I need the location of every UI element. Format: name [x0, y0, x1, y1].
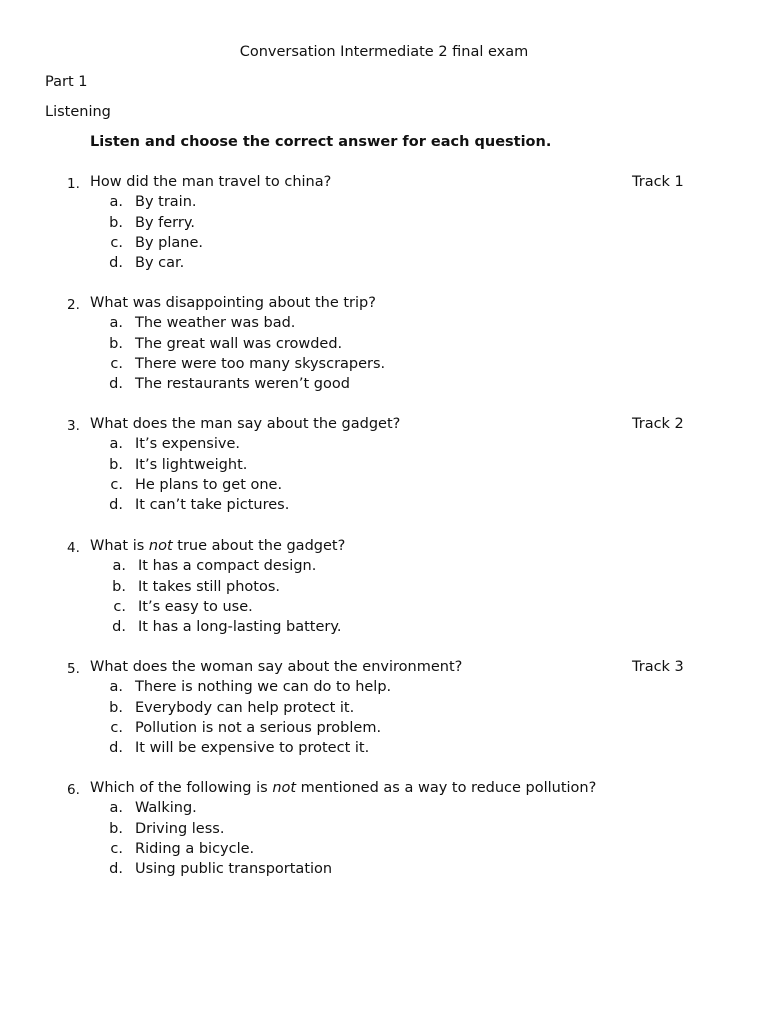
option-letter: d.	[109, 255, 123, 272]
section-heading: Listening	[45, 104, 111, 120]
question-text	[90, 295, 376, 311]
option-letter: d.	[109, 861, 123, 878]
option-letter: d.	[109, 497, 123, 514]
option-letter: b.	[109, 214, 123, 231]
option-text: Pollution is not a serious problem.	[135, 719, 382, 736]
question-text-emphasis: not	[272, 780, 297, 796]
option-text: Riding a bicycle.	[135, 840, 255, 857]
option-text: There is nothing we can do to help.	[135, 679, 392, 696]
question-text-segment: Which of the following is	[90, 780, 273, 796]
question-text	[90, 780, 596, 796]
option-text: The restaurants weren’t good	[135, 376, 350, 393]
question-number: 1.	[67, 176, 80, 192]
question-text-segment: true about the gadget?	[172, 538, 346, 554]
option-text: By train.	[135, 194, 197, 211]
question-number: 5.	[67, 661, 80, 677]
track-label: Track 3	[632, 659, 684, 675]
option-text: The weather was bad.	[135, 315, 296, 332]
instructions: Listen and choose the correct answer for each question.	[90, 134, 552, 150]
option-letter: d.	[109, 740, 123, 757]
option-letter: b.	[112, 578, 126, 595]
option-text: Everybody can help protect it.	[135, 699, 355, 716]
option-letter: c.	[110, 234, 123, 251]
question-text-segment: mentioned as a way to reduce pollution?	[296, 780, 597, 796]
question-text	[90, 416, 400, 432]
question-text-segment: What does the man say about the gadget?	[90, 416, 401, 432]
option-text: It can’t take pictures.	[135, 497, 290, 514]
option-letter: a.	[109, 315, 123, 332]
track-label: Track 2	[632, 416, 684, 432]
option-letter: b.	[109, 335, 123, 352]
track-label: Track 1	[632, 174, 684, 190]
question-text-segment: How did the man travel to china?	[90, 174, 332, 190]
option-letter: b.	[109, 820, 123, 837]
option-text: He plans to get one.	[135, 476, 283, 493]
option-letter: c.	[110, 840, 123, 857]
question-text-segment: What was disappointing about the trip?	[90, 295, 376, 311]
option-letter: a.	[109, 436, 123, 453]
option-text: The great wall was crowded.	[135, 335, 343, 352]
option-text: Walking.	[135, 800, 197, 817]
option-text: It’s easy to use.	[138, 598, 253, 615]
option-letter: b.	[109, 699, 123, 716]
option-letter: d.	[112, 619, 126, 636]
option-letter: a.	[112, 558, 126, 575]
question-number: 2.	[67, 297, 80, 313]
option-text: It’s expensive.	[135, 436, 240, 453]
option-letter: d.	[109, 376, 123, 393]
question-text-emphasis: not	[148, 538, 173, 554]
option-letter: c.	[110, 476, 123, 493]
option-text: It will be expensive to protect it.	[135, 740, 370, 757]
option-letter: a.	[109, 679, 123, 696]
option-letter: c.	[113, 598, 126, 615]
option-text: It takes still photos.	[138, 578, 281, 595]
option-text: Driving less.	[135, 820, 225, 837]
part-heading: Part 1	[45, 74, 88, 90]
option-text: It’s lightweight.	[135, 456, 248, 473]
option-letter: b.	[109, 456, 123, 473]
option-text: There were too many skyscrapers.	[135, 355, 386, 372]
question-text	[90, 538, 345, 554]
option-text: By car.	[135, 255, 185, 272]
question-text-segment: What does the woman say about the environment?	[90, 659, 463, 675]
option-letter: a.	[109, 194, 123, 211]
option-text: By ferry.	[135, 214, 195, 231]
option-letter: c.	[110, 355, 123, 372]
option-letter: a.	[109, 800, 123, 817]
question-text	[90, 174, 331, 190]
option-letter: c.	[110, 719, 123, 736]
option-text: Using public transportation	[135, 861, 333, 878]
question-number: 6.	[67, 782, 80, 798]
question-text	[90, 659, 462, 675]
question-number: 3.	[67, 418, 80, 434]
option-text: It has a compact design.	[138, 558, 317, 575]
page-title: Conversation Intermediate 2 final exam	[239, 44, 529, 60]
question-text-segment: What is	[90, 538, 149, 554]
option-text: It has a long-lasting battery.	[138, 619, 342, 636]
question-number: 4.	[67, 540, 80, 556]
option-text: By plane.	[135, 234, 203, 251]
